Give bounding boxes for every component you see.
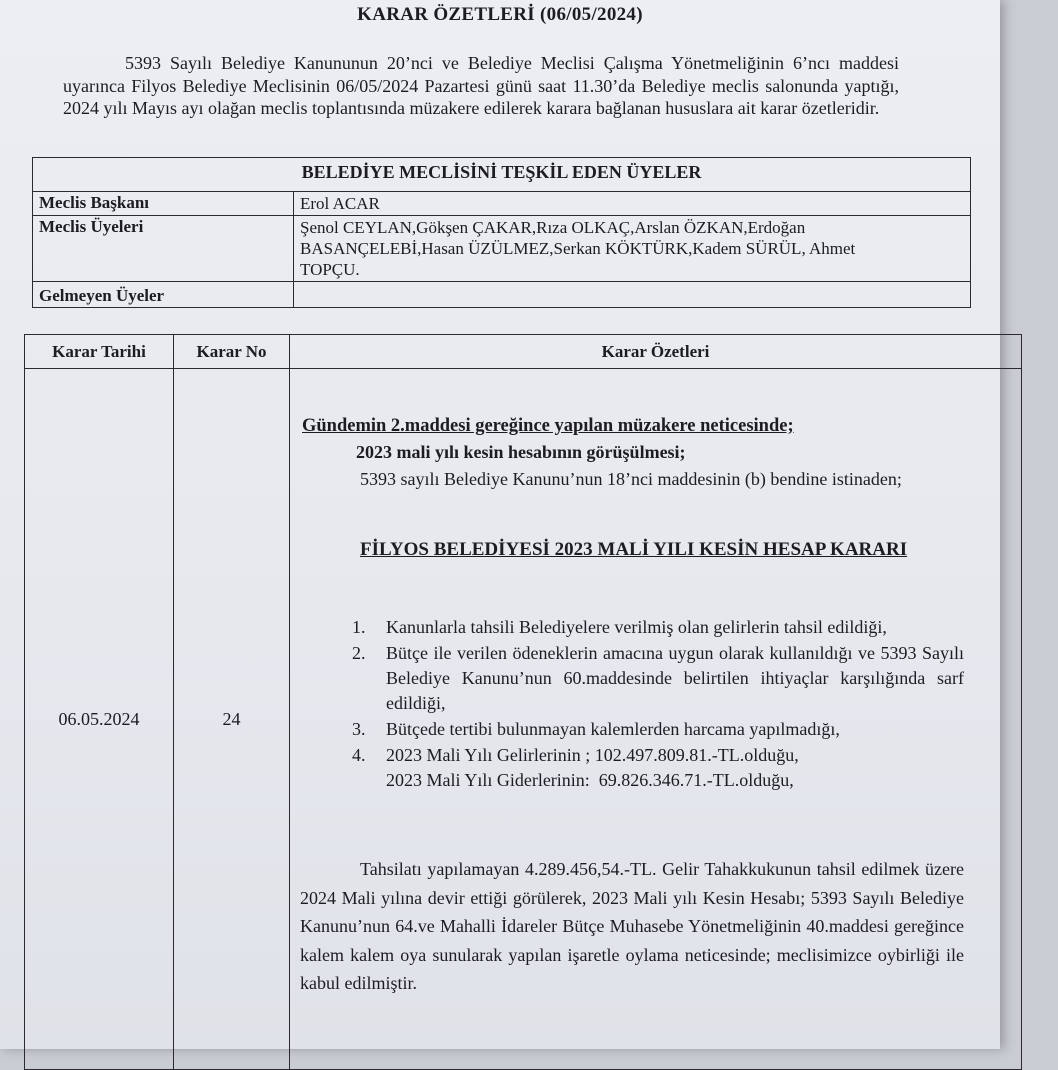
members-table-header: BELEDİYE MECLİSİNİ TEŞKİL EDEN ÜYELER	[33, 158, 971, 192]
list-item	[300, 615, 964, 640]
decisions-table	[24, 334, 1022, 1070]
intro-paragraph: 5393 Sayılı Belediye Kanununun 20’nci ve Belediye Meclisi Çalışma Yönetmeliğinin 6’ncı maddesi uyarınca Filyos Belediye Meclisinin 06/05/2024 Pazartesi günü saat 11.30’da Belediye meclis salonunda yaptığı, 2024 yılı Mayıs ayı olağan meclis toplantısında müzakere edilerek karara bağlanan hususlara ait karar özetleridir.	[63, 53, 899, 118]
item-number: 1.	[352, 617, 366, 637]
decision-heading: FİLYOS BELEDİYESİ 2023 MALİ YILI KESİN HESAP KARARI	[360, 539, 908, 560]
item-text: Kanunlarla tahsili Belediyelere verilmiş olan gelirlerin tahsil edildiği,	[386, 617, 887, 637]
table-row	[33, 216, 971, 282]
legal-basis: 5393 sayılı Belediye Kanunu’nun 18’nci maddesinin (b) bendine istinaden;	[360, 469, 902, 489]
item-text: Bütçe ile verilen ödeneklerin amacına uygun olarak kullanıldığı ve 5393 Sayılı Belediye Kanunu’nun 60.maddesinde belirtilen ihtiyaçlar karşılığında sarf edildiği,	[386, 643, 964, 713]
decision-number: 24	[174, 369, 290, 1070]
agenda-line: Gündemin 2.maddesi gereğince yapılan müzakere neticesinde;	[302, 416, 794, 436]
row-value	[294, 282, 971, 308]
header-no: Karar No	[174, 335, 290, 369]
list-item	[300, 641, 964, 716]
page-title: KARAR ÖZETLERİ (06/05/2024)	[357, 4, 643, 25]
list-item	[300, 717, 964, 742]
item-text: Bütçede tertibi bulunmayan kalemlerden harcama yapılmadığı,	[386, 719, 840, 739]
item-text-continued: 2023 Mali Yılı Giderlerinin: 69.826.346.71.-TL.olduğu,	[386, 770, 794, 790]
members-table	[32, 157, 971, 308]
header-date: Karar Tarihi	[25, 335, 174, 369]
table-row	[33, 282, 971, 308]
decision-date: 06.05.2024	[25, 369, 174, 1070]
row-label: Meclis Başkanı	[33, 192, 294, 216]
item-number: 4.	[352, 745, 366, 765]
table-row	[33, 192, 971, 216]
item-text: 2023 Mali Yılı Gelirlerinin ; 102.497.809.81.-TL.olduğu,	[386, 745, 799, 765]
header-summary: Karar Özetleri	[290, 335, 1022, 369]
agenda-subject: 2023 mali yılı kesin hesabının görüşülmesi;	[356, 442, 686, 462]
item-number: 2.	[352, 643, 366, 663]
table-row	[25, 369, 1022, 1070]
decisions-header-row	[25, 335, 1022, 369]
item-number: 3.	[352, 719, 366, 739]
conclusion-paragraph: Tahsilatı yapılamayan 4.289.456,54.-TL. Gelir Tahakkukunun tahsil edilmek üzere 2024 Mali yılına devir ettiği görülerek, 2023 Mali yılı Kesin Hesabı; 5393 Sayılı Belediye Kanunu’nun 64.ve Mahalli İdareler Bütçe Muhasebe Yönetmeliğinin 40.maddesi gereğince kalem kalem oya sunularak yapılan işaretle oylama neticesinde; meclisimizce oybirliği ile kabul edilmiştir.	[300, 859, 964, 993]
decision-items	[300, 615, 964, 794]
row-value: Erol ACAR	[294, 192, 971, 216]
decision-summary-cell	[290, 369, 1022, 1070]
list-item	[300, 743, 964, 793]
row-label: Gelmeyen Üyeler	[33, 282, 294, 308]
row-label: Meclis Üyeleri	[33, 216, 294, 282]
row-value: Şenol CEYLAN,Gökşen ÇAKAR,Rıza OLKAÇ,Arslan ÖZKAN,Erdoğan BASANÇELEBİ,Hasan ÜZÜLMEZ,Serkan KÖKTÜRK,Kadem SÜRÜL, Ahmet TOPÇU.	[294, 216, 971, 282]
